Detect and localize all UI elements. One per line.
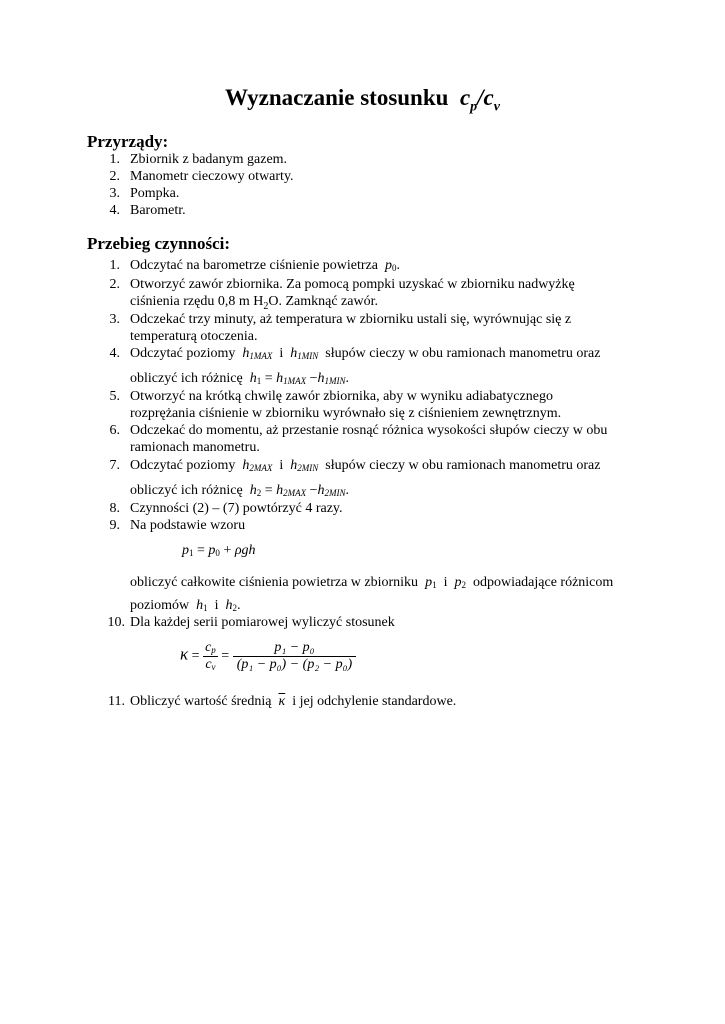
fraction-pressures: $\frac{\text{p₁ − p₀}}{\text{(p₁ − p₀) − (p₂ − p₀)}}$ bbox=[233, 640, 356, 673]
step-7-formula: obliczyć ich różnicę h2 = h2MAX −h2MIN. bbox=[130, 483, 350, 498]
list-item: 4. Barometr. bbox=[109, 203, 186, 218]
step-9-text: obliczyć całkowite ciśnienia powietrza w zbiorniku p1 i p2 odpowiadające różnicom bbox=[130, 575, 614, 590]
list-item: 1. Zbiornik z badanym gazem. bbox=[109, 152, 288, 167]
list-item: 2. Manometr cieczowy otwarty. bbox=[109, 169, 294, 184]
formula-kappa: κ = $\frac{cp}{cv}$ = $\frac{\text{p₁ − p₀}}{\text{(p₁ − p₀) − (p₂ − p₀)}}$ bbox=[180, 640, 356, 673]
fraction-cp-cv: $\frac{cp}{cv}$ bbox=[205, 640, 216, 672]
heading-przyrzady: Przyrządy: bbox=[87, 132, 169, 151]
title-formula: $c_p/c_v$ bbox=[459, 85, 500, 115]
list-item: 3. Pompka. bbox=[109, 186, 180, 201]
step-4-formula: obliczyć ich różnicę h1 = h1MAX −h1MIN. bbox=[130, 371, 350, 386]
heading-przebieg: Przebieg czynności: bbox=[87, 234, 231, 253]
formula-pressure: p1 = p0 + ρgh bbox=[182, 543, 256, 558]
title-text: Wyznaczanie stosunku bbox=[225, 85, 449, 110]
step-9-text-2: poziomów h1 i h2. bbox=[130, 598, 241, 613]
page-title bbox=[0, 85, 725, 116]
equipment-list bbox=[0, 151, 725, 219]
